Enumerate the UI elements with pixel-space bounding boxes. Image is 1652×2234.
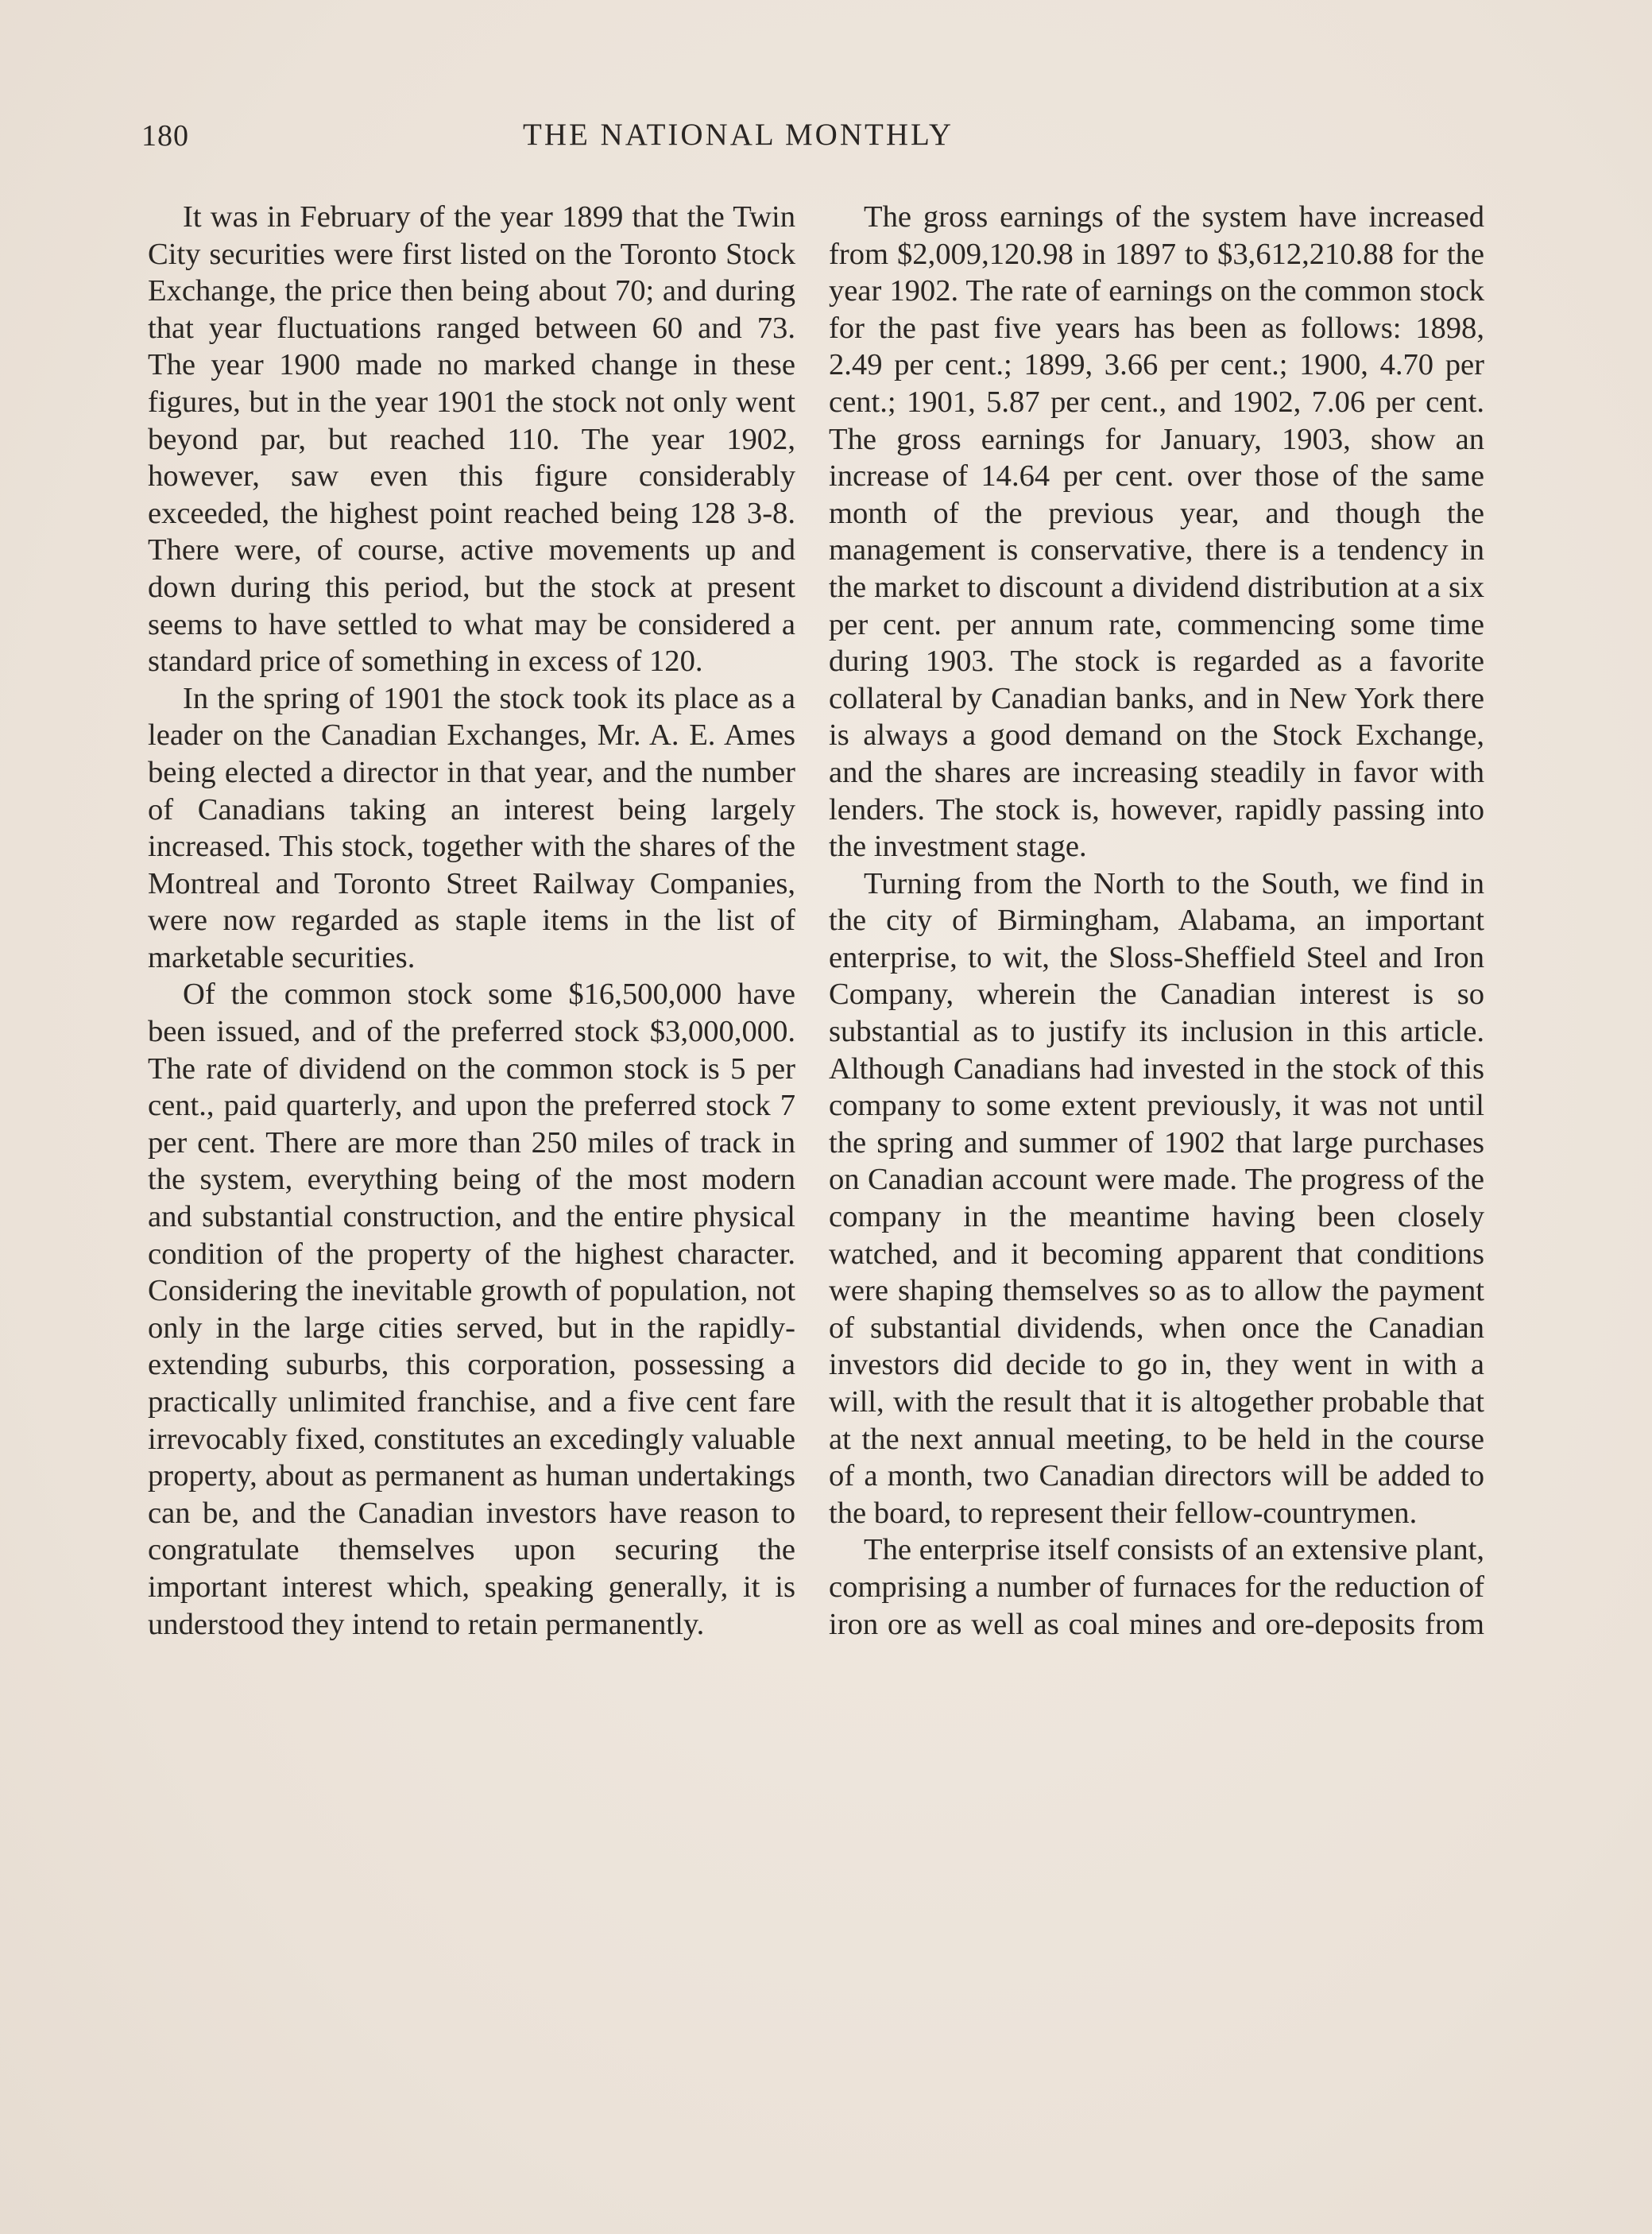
right-paragraph-3: The enterprise itself consists of an extensive plant, comprising a number of furnaces for the reduction of iron ore as well as coal mines and ore-deposits from: [829, 1533, 1484, 1641]
running-head: THE NATIONAL MONTHLY: [523, 118, 954, 152]
left-column: [148, 199, 795, 1643]
page-header: [141, 114, 1500, 161]
page-number: 180: [141, 119, 189, 153]
left-paragraph-3: Of the common stock some $16,500,000 have been issued, and of the preferred stock $3,000,000. The rate of dividend on the common stock is 5 per cent., paid quarterly, and upon the preferred stock 7 per cent. There are more than 250 miles of track in the system, everything being of the most modern and substantial construction, and the entire physical condition of the property of the highest character. Considering the inevitable growth of population, not only in the large cities served, but in the rapidly-extending suburbs, this corporation, possessing a practically unlimited franchise, and a five cent fare irrevocably fixed, constitutes an excedingly valuable property, about as permanent as human undertakings can be, and the Canadian investors have reason to congratulate themselves upon securing the important interest which, speaking generally, it is understood they intend to retain permanently.: [148, 978, 795, 1641]
right-paragraph-1: The gross earnings of the system have increased from $2,009,120.98 in 1897 to $3,612,210.88 for the year 1902. The rate of earnings on the common stock for the past five years has been as follows: 1898, 2.49 per cent.; 1899, 3.66 per cent.; 1900, 4.70 per cent.; 1901, 5.87 per cent., and 1902, 7.06 per cent. The gross earnings for January, 1903, show an increase of 14.64 per cent. over those of the same month of the previous year, and though the management is conservative, there is a tendency in the market to discount a dividend distribution at a six per cent. per annum rate, commencing some time during 1903. The stock is regarded as a favorite collateral by Canadian banks, and in New York there is always a good demand on the Stock Exchange, and the shares are increasing steadily in favor with lenders. The stock is, however, rapidly passing into the investment stage.: [829, 200, 1484, 864]
right-paragraph-2: Turning from the North to the South, we find in the city of Birmingham, Alabama, an important enterprise, to wit, the Sloss-Sheffield Steel and Iron Company, wherein the Canadian interest is so substantial as to justify its inclusion in this article. Although Canadians had invested in the stock of this company to some extent previously, it was not until the spring and summer of 1902 that large purchases on Canadian account were made. The progress of the company in the meantime having been closely watched, and it becoming apparent that conditions were shaping themselves so as to allow the payment of substantial dividends, when once the Canadian investors did decide to go in, they went in with a will, with the result that it is altogether probable that at the next annual meeting, to be held in the course of a month, two Canadian directors will be added to the board, to represent their fellow-countrymen.: [829, 866, 1484, 1530]
right-column: [829, 199, 1484, 1643]
left-paragraph-1: It was in February of the year 1899 that the Twin City securities were first listed on the Toronto Stock Exchange, the price then being about 70; and during that year fluctuations ranged between 60 and 73. The year 1900 made no marked change in these figures, but in the year 1901 the stock not only went beyond par, but reached 110. The year 1902, however, saw even this figure considerably exceeded, the highest point reached being 128 3-8. There were, of course, active movements up and down during this period, but the stock at present seems to have settled to what may be considered a standard price of something in excess of 120.: [148, 200, 795, 679]
left-paragraph-2: In the spring of 1901 the stock took its place as a leader on the Canadian Exchanges, Mr. A. E. Ames being elected a director in that year, and the number of Canadians taking an interest being largely increased. This stock, together with the shares of the Montreal and Toronto Street Railway Companies, were now regarded as staple items in the list of marketable securities.: [148, 681, 795, 974]
